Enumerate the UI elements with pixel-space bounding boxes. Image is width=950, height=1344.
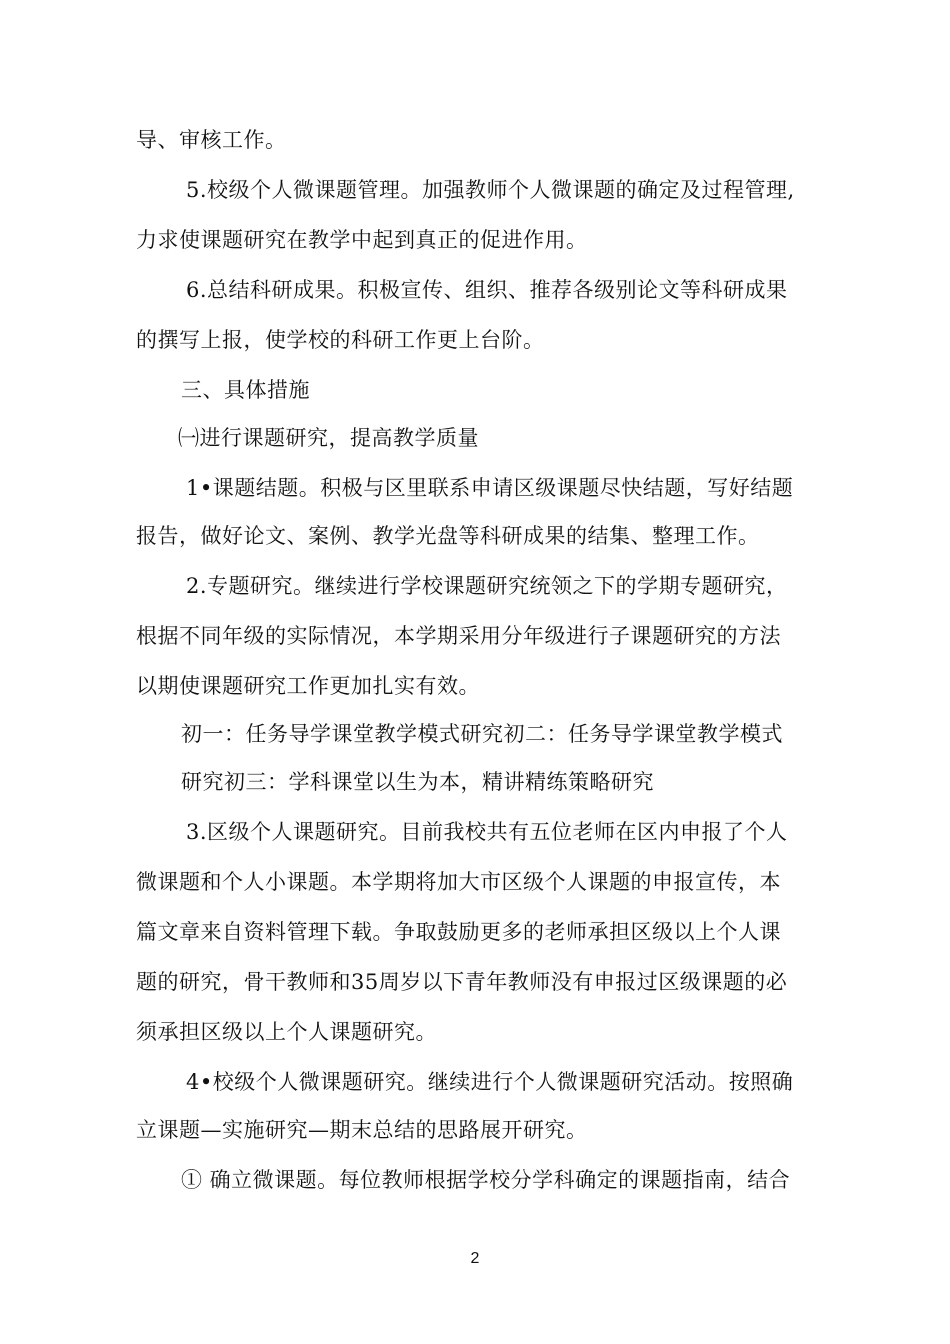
text-line: 篇文章来自资料管理下载。争取鼓励更多的老师承担区级以上个人课 (136, 920, 781, 944)
text-line: 的撰写上报，使学校的科研工作更上台阶。 (136, 328, 545, 352)
text-line: 以期使课题研究工作更加扎实有效。 (136, 674, 480, 698)
text-line: 6.总结科研成果。积极宣传、组织、推荐各级别论文等科研成果 (186, 278, 788, 302)
text-line: 5.校级个人微课题管理。加强教师个人微课题的确定及过程管理, (186, 178, 795, 202)
text-line: 初一：任务导学课堂教学模式研究初二：任务导学课堂教学模式 (181, 722, 783, 746)
subsection-heading: ㈠进行课题研究，提高教学质量 (178, 426, 479, 450)
text-line: 2.专题研究。继续进行学校课题研究统领之下的学期专题研究， (186, 574, 788, 598)
text-line: 立课题—实施研究—期末总结的思路展开研究。 (136, 1118, 588, 1142)
page-number: 2 (470, 1250, 480, 1267)
text-line: 须承担区级以上个人课题研究。 (136, 1020, 437, 1044)
text-line: 根据不同年级的实际情况，本学期采用分年级进行子课题研究的方法 (136, 624, 781, 648)
text-line: 力求使课题研究在教学中起到真正的促进作用。 (136, 228, 588, 252)
text-line: 4•校级个人微课题研究。继续进行个人微课题研究活动。按照确 (186, 1070, 794, 1094)
text-line: 报告，做好论文、案例、教学光盘等科研成果的结集、整理工作。 (136, 524, 760, 548)
text-line: 1•课题结题。积极与区里联系申请区级课题尽快结题，写好结题 (186, 476, 794, 500)
text-line: 3.区级个人课题研究。目前我校共有五位老师在区内申报了个人 (186, 820, 788, 844)
text-line: 研究初三：学科课堂以生为本，精讲精练策略研究 (181, 770, 654, 794)
section-heading: 三、具体措施 (181, 378, 310, 402)
text-line: 微课题和个人小课题。本学期将加大市区级个人课题的申报宣传，本 (136, 870, 781, 894)
text-line: ① 确立微课题。每位教师根据学校分学科确定的课题指南，结合 (181, 1168, 791, 1192)
text-line: 题的研究，骨干教师和35周岁以下青年教师没有申报过区级课题的必 (136, 970, 788, 994)
text-line: 导、审核工作。 (136, 128, 287, 152)
